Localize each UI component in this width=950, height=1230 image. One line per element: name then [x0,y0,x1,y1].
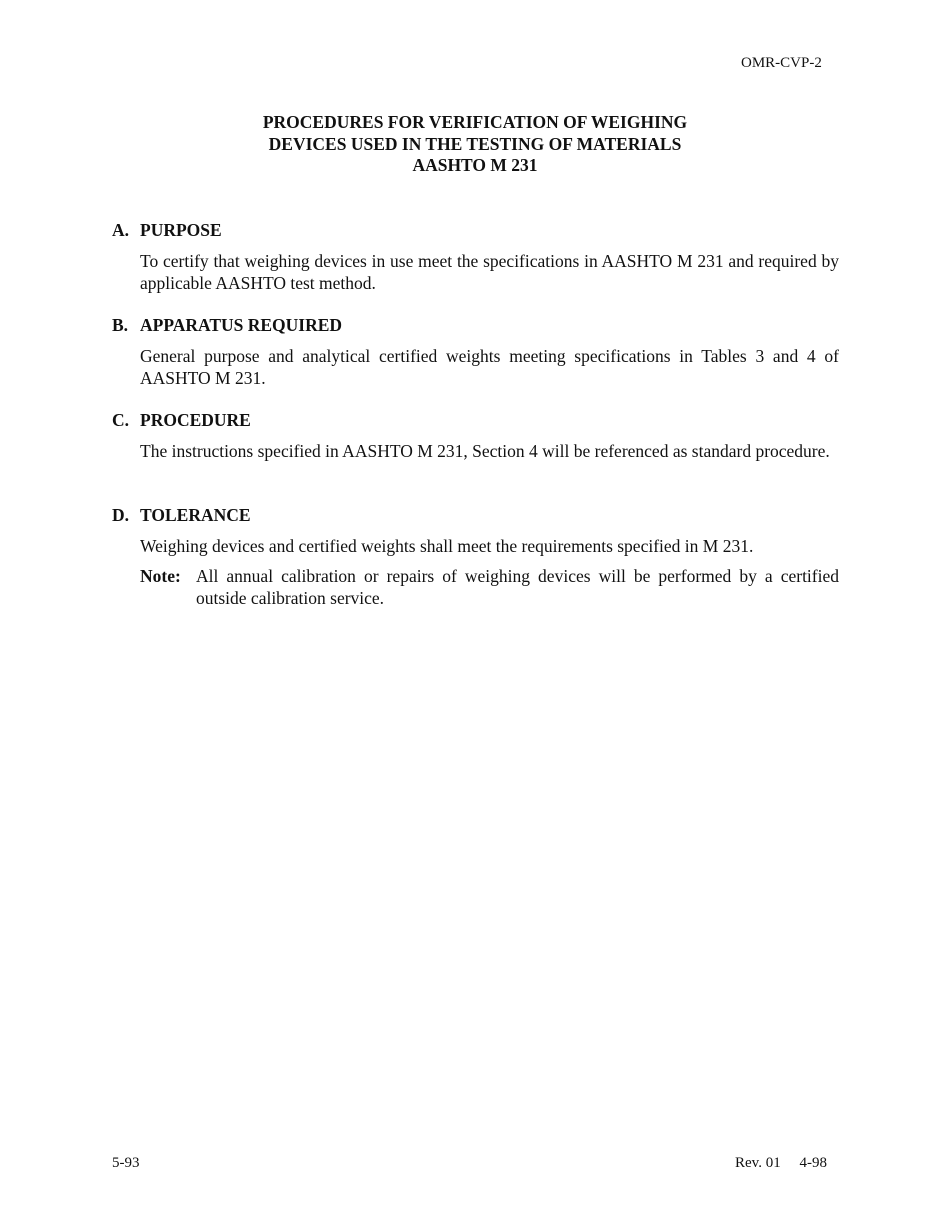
section-letter: B. [112,315,129,335]
footer-page-number: 5-93 [112,1155,140,1171]
section-title: TOLERANCE [140,505,251,525]
section-body: Weighing devices and certified weights shall meet the requirements specified in M 231. [140,536,754,556]
document-title [0,112,950,177]
note-label: Note: [140,566,181,586]
note-text: All annual calibration or repairs of weighing devices will be performed by a certified outside calibration service. [196,566,839,608]
section-body: General purpose and analytical certified weights meeting specifications in Tables 3 and 4 of AASHTO M 231. [140,346,839,388]
title-line-1: PROCEDURES FOR VERIFICATION OF WEIGHING [262,112,688,132]
section-body: The instructions specified in AASHTO M 231, Section 4 will be referenced as standard procedure. [140,441,830,461]
title-line-2: DEVICES USED IN THE TESTING OF MATERIALS [268,133,682,154]
section-heading [112,219,839,241]
section-tolerance [112,504,839,609]
revision-date: 4-98 [799,1155,827,1171]
section-letter: D. [112,505,130,525]
section-letter: A. [112,220,130,240]
section-heading [112,314,839,336]
section-title: PROCEDURE [140,410,251,430]
note [140,565,839,609]
document-id: OMR-CVP-2 [741,55,822,71]
footer-revision [735,1155,827,1172]
title-line-3: AASHTO M 231 [412,155,538,175]
section-title: PURPOSE [140,220,222,240]
section-procedure [112,409,839,462]
section-body: To certify that weighing devices in use meet the specifications in AASHTO M 231 and required by applicable AASHTO test method. [140,251,839,293]
section-title: APPARATUS REQUIRED [140,315,343,335]
section-letter: C. [112,410,130,430]
section-heading [112,504,839,526]
section-apparatus-required [112,314,839,389]
section-purpose [112,219,839,294]
section-heading [112,409,839,431]
revision-label: Rev. 01 [735,1155,781,1171]
